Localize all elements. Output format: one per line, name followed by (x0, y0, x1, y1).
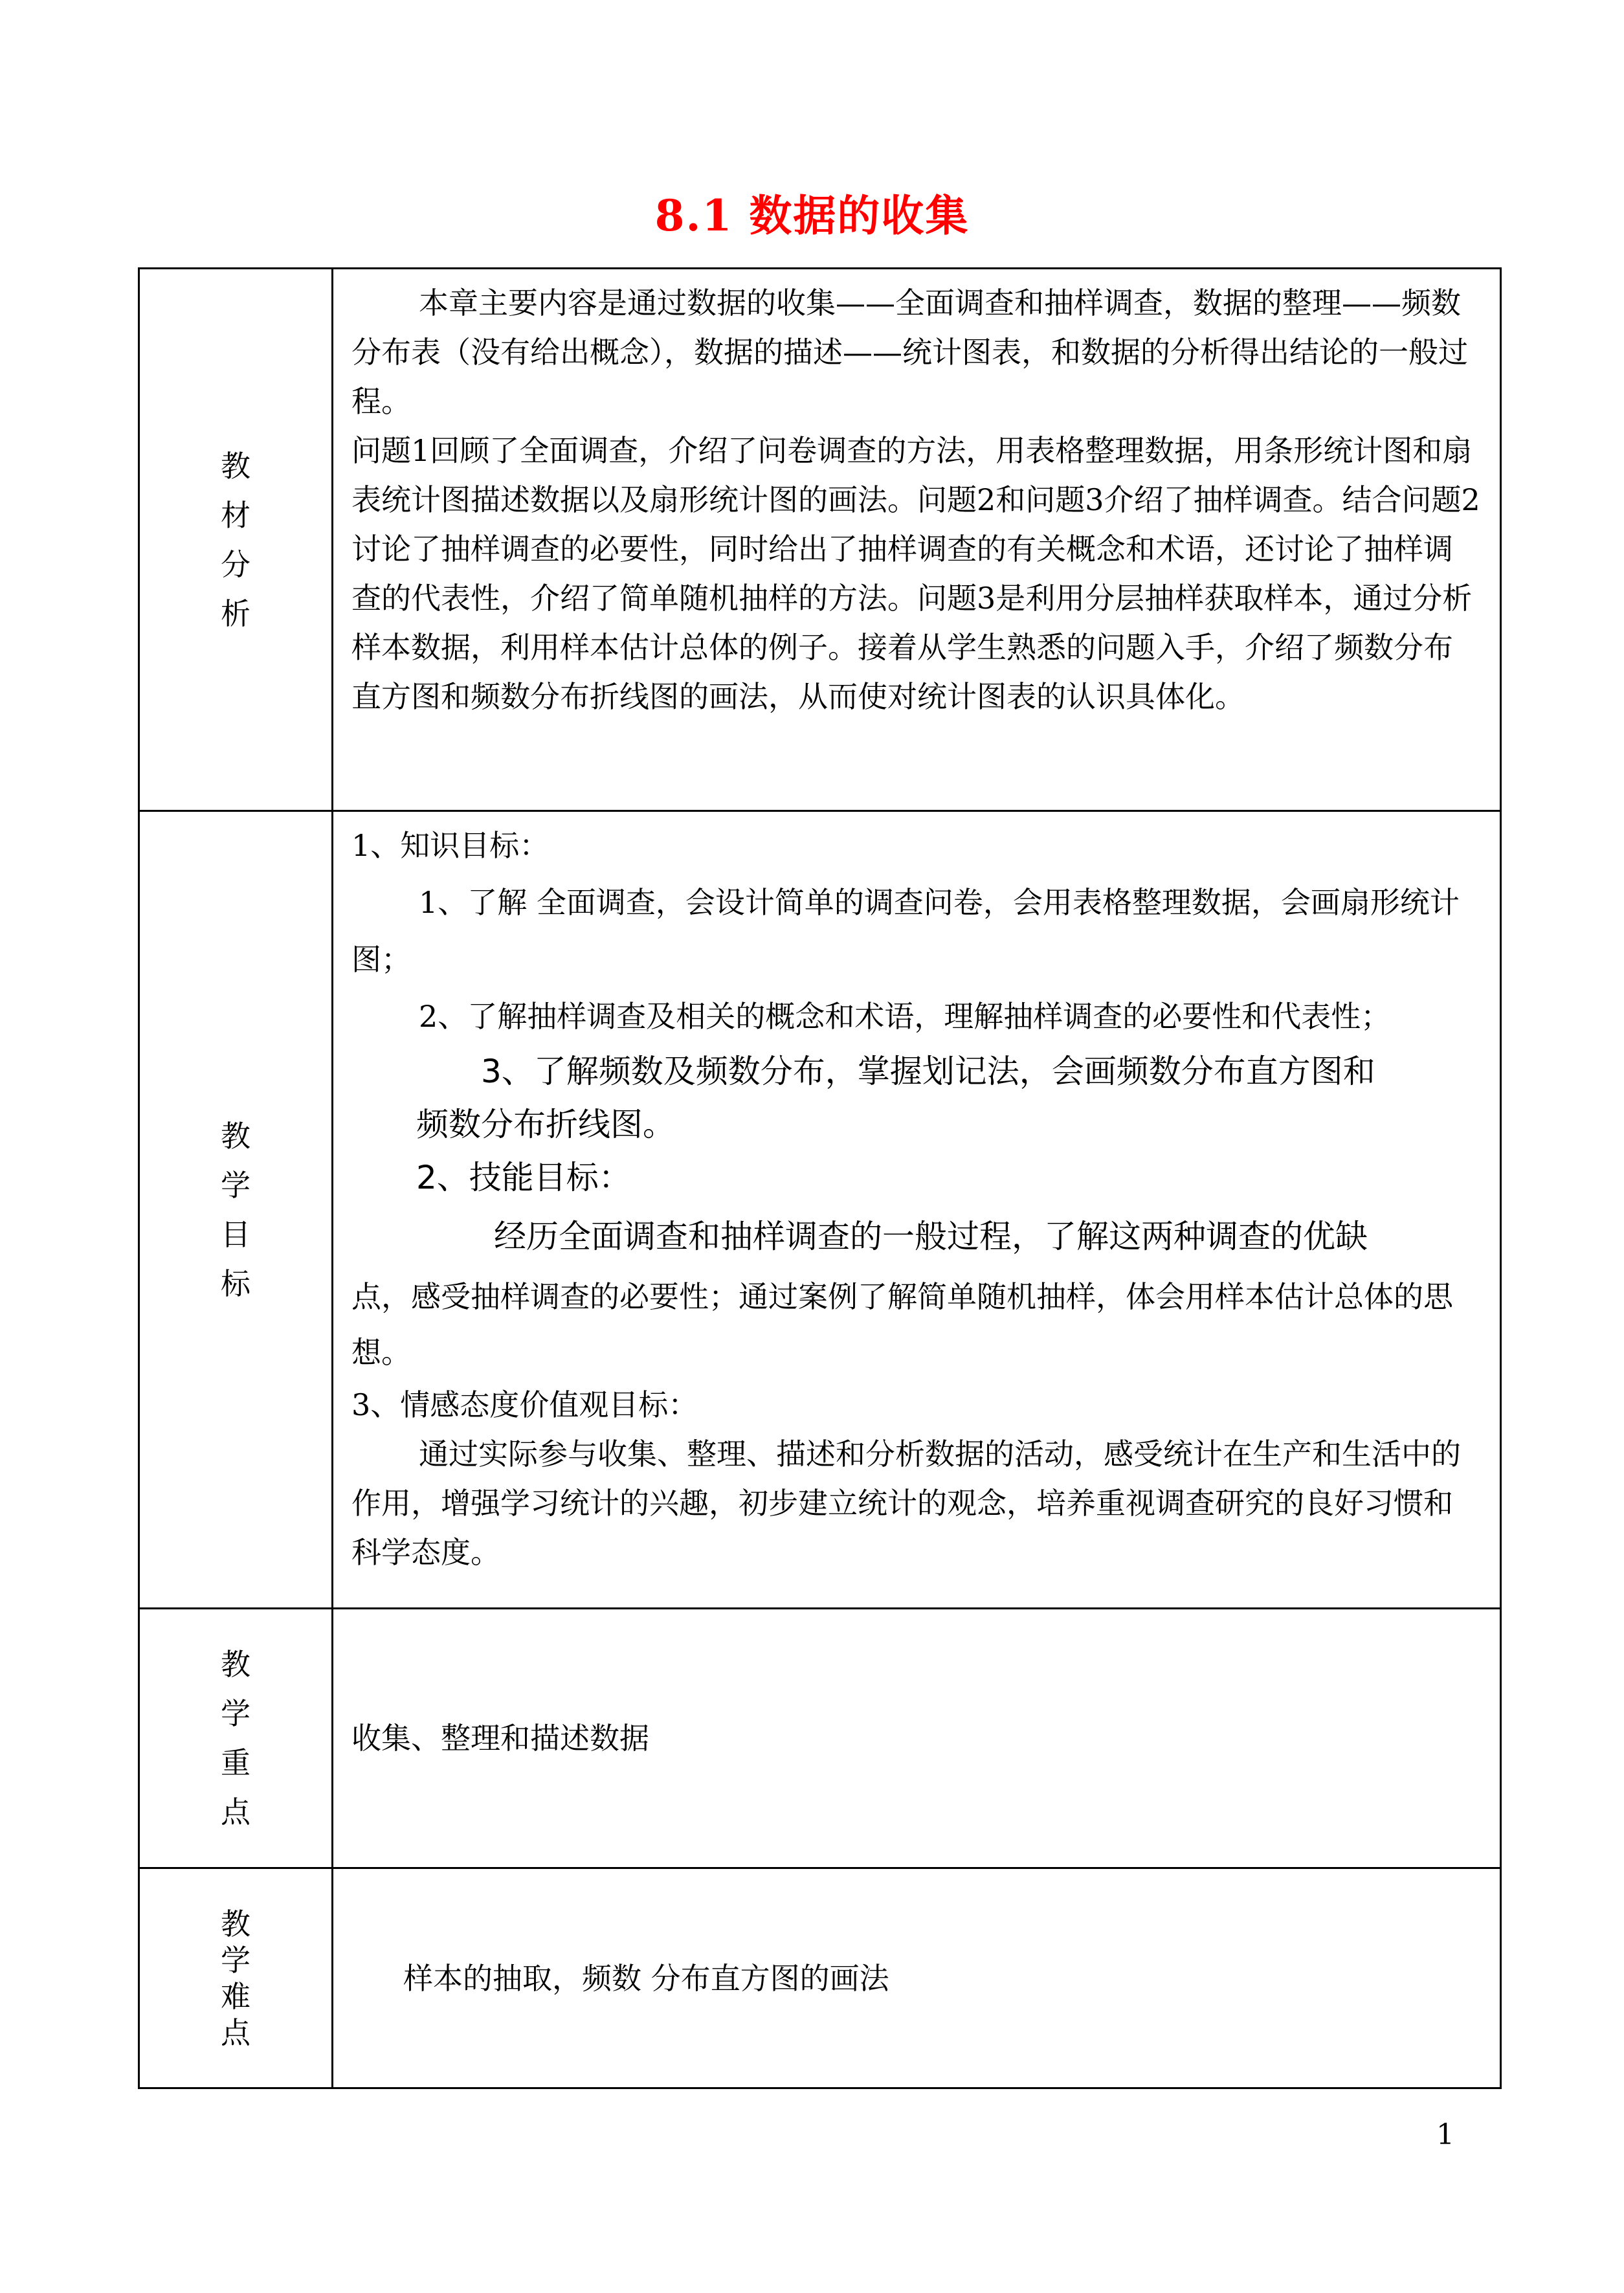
row-label-cell (139, 811, 333, 1609)
emotion-heading: 3、情感态度价值观目标： (351, 1387, 698, 1422)
table-row-difficulties (139, 1868, 1501, 2088)
row-label-key-points: 教 学 重 点 (221, 1647, 250, 1829)
knowledge-item: 2、了解抽样调查及相关的概念和术语，理解抽样调查的必要性和代表性； (419, 999, 1391, 1034)
row-label-teaching-goals: 教 学 目 标 (221, 1118, 250, 1301)
difficulties-text: 样本的抽取，频数 分布直方图的画法 (403, 1960, 889, 1996)
row-content-cell (333, 811, 1501, 1609)
row-label-cell (139, 1609, 333, 1868)
skill-line: 经历全面调查和抽样调查的一般过程，了解这两种调查的优缺 (494, 1218, 1368, 1255)
table-row-material-analysis (139, 269, 1501, 811)
scanned-knowledge-line: 频数分布折线图。 (416, 1106, 675, 1143)
row-label-cell (139, 269, 333, 811)
row-content-cell (333, 269, 1501, 811)
table-row-key-points (139, 1609, 1501, 1868)
table-row-teaching-goals (139, 811, 1501, 1609)
scanned-knowledge-line: 3、了解频数及频数分布，掌握划记法，会画频数分布直方图和 (481, 1053, 1375, 1090)
paragraph: 本章主要内容是通过数据的收集——全面调查和抽样调查，数据的整理——频数分布表（没有给出概念），数据的描述——统计图表，和数据的分析得出结论的一般过程。 (351, 285, 1468, 419)
lesson-plan-table (138, 267, 1502, 2089)
row-label-cell (139, 1868, 333, 2088)
skill-continuation: 点，感受抽样调查的必要性；通过案例了解简单随机抽样，体会用样本估计总体的思想。 (351, 1279, 1453, 1370)
knowledge-heading: 1、知识目标： (351, 828, 550, 863)
row-content-cell (333, 1868, 1501, 2088)
key-points-text: 收集、整理和描述数据 (351, 1721, 649, 1756)
paragraph: 问题1回顾了全面调查，介绍了问卷调查的方法，用表格整理数据，用条形统计图和扇表统计图描述数据以及扇形统计图的画法。问题2和问题3介绍了抽样调查。结合问题2讨论了抽样调查的必要性，同时给出了抽样调查的有关概念和术语，还讨论了抽样调查的代表性，介绍了简单随机抽样的方法。问题3是利用分层抽样获取样本，通过分析样本数据，利用样本估计总体的例子。接着从学生熟悉的问题入手，介绍了频数分布直方图和频数分布折线图的画法，从而使对统计图表的认识具体化。 (351, 433, 1480, 714)
emotion-text: 通过实际参与收集、整理、描述和分析数据的活动，感受统计在生产和生活中的作用，增强学习统计的兴趣，初步建立统计的观念，培养重视调查研究的良好习惯和科学态度。 (351, 1437, 1461, 1570)
document-title: 8.1 数据的收集 (654, 190, 970, 241)
row-label-material-analysis: 教 材 分 析 (221, 448, 250, 631)
page-number: 1 (1436, 2118, 1454, 2151)
knowledge-item: 1、了解 全面调查，会设计简单的调查问卷，会用表格整理数据，会画扇形统计图； (351, 885, 1460, 977)
row-label-difficulties: 教 学 难 点 (221, 1906, 250, 2050)
row-content-cell (333, 1609, 1501, 1868)
skill-heading: 2、技能目标： (416, 1159, 631, 1196)
